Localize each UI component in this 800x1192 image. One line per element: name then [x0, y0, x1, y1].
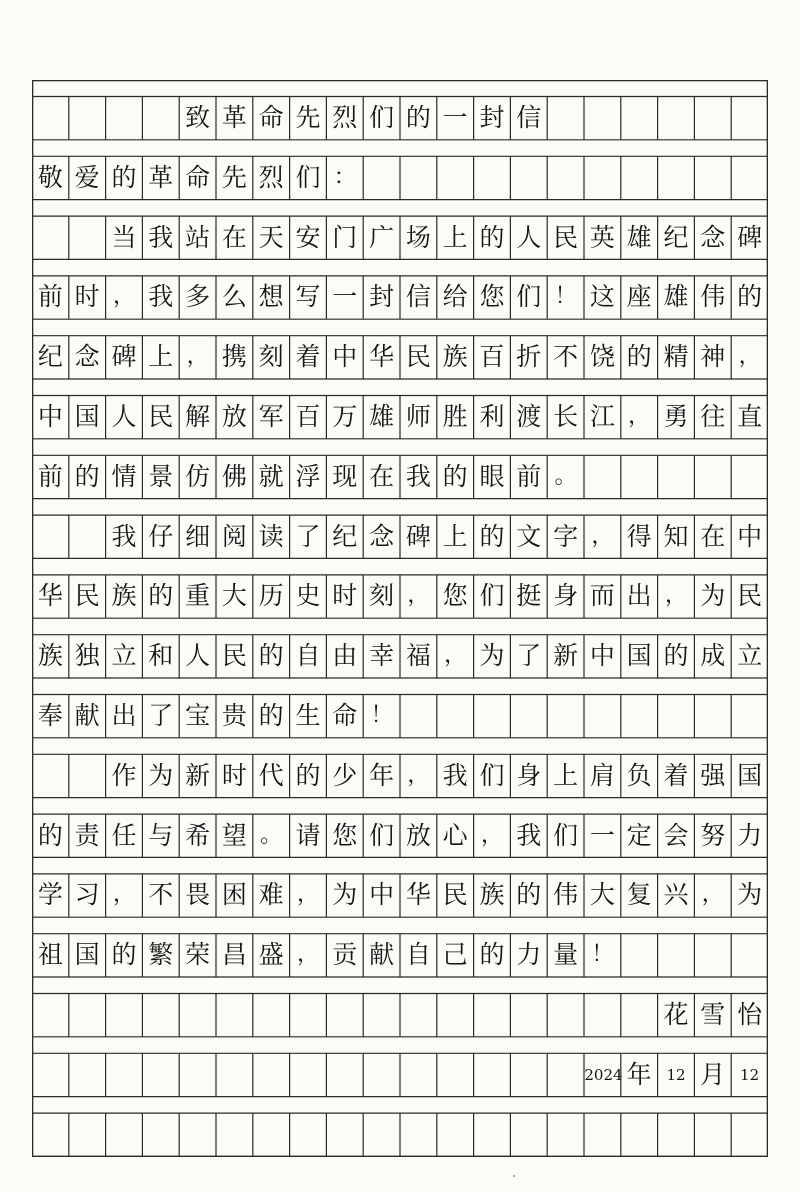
letter-char: 长: [553, 402, 579, 431]
letter-char: 为: [479, 641, 505, 671]
letter-char: 为: [332, 880, 358, 910]
letter-char: 力: [516, 940, 542, 970]
letter-char: 知: [663, 521, 689, 551]
letter-char: 请: [295, 820, 321, 850]
letter-char: 纪: [332, 521, 358, 551]
letter-char: 挺: [516, 581, 542, 611]
letter-char: 的: [479, 521, 505, 551]
letter-char: 封: [479, 103, 505, 132]
letter-char: 的: [479, 940, 505, 970]
letter-char: 由: [332, 641, 358, 671]
letter-char: 放: [221, 402, 247, 431]
letter-char: 当: [111, 222, 137, 252]
letter-char: 天: [258, 222, 284, 252]
letter-char: 致: [185, 103, 211, 132]
letter-char: 中: [332, 342, 358, 372]
letter-char: 国: [74, 402, 100, 431]
letter-char: 国: [626, 641, 652, 671]
letter-char: 的: [442, 461, 468, 491]
letter-char: 贵: [221, 701, 247, 730]
letter-char: 国: [737, 760, 763, 790]
letter-char: 万: [332, 402, 358, 431]
letter-char: 为: [148, 760, 174, 790]
letter-char: 安: [295, 222, 321, 252]
letter-char: 烈: [332, 103, 358, 132]
letter-char: 肩: [589, 760, 615, 790]
letter-char: 不: [553, 342, 579, 372]
letter-char: 重: [185, 581, 211, 611]
letter-char: 幸: [369, 641, 395, 671]
letter-char: 们: [369, 820, 395, 850]
letter-char: 民: [221, 641, 247, 671]
letter-char: 景: [148, 461, 174, 491]
letter-char: 利: [479, 402, 505, 431]
letter-char: 献: [369, 940, 395, 970]
letter-char: 荣: [185, 940, 211, 970]
letter-char: 师: [405, 402, 431, 431]
letter-char: 我: [148, 282, 174, 312]
letter-char: 命: [258, 103, 284, 132]
letter-char: 仿: [185, 461, 211, 491]
letter-char: 纪: [37, 342, 63, 372]
letter-char: 责: [74, 820, 100, 850]
letter-char: 希: [185, 820, 211, 850]
letter-char: 为: [700, 581, 726, 611]
letter-char: 座: [626, 282, 652, 312]
letter-char: 己: [442, 940, 468, 970]
letter-char: 我: [148, 222, 174, 252]
letter-char: 复: [626, 880, 652, 910]
letter-char: 伟: [700, 282, 726, 312]
letter-char: 着: [663, 760, 689, 790]
letter-char: 的: [111, 940, 137, 970]
letter-char: 我: [111, 521, 137, 551]
letter-char: 们: [516, 282, 542, 312]
letter-char: ，: [664, 583, 687, 609]
letter-char: 您: [479, 282, 505, 312]
letter-char: 么: [221, 282, 247, 312]
letter-char: 努: [700, 820, 726, 850]
letter-char: 仔: [148, 521, 174, 551]
letter-char: 场: [405, 222, 431, 252]
letter-char: 定: [626, 820, 652, 850]
letter-char: 现: [332, 461, 358, 491]
letter-char: 12: [666, 1065, 686, 1084]
letter-char: 人: [185, 641, 211, 671]
letter-char: 强: [700, 760, 726, 790]
letter-char: 胜: [442, 402, 468, 431]
letter-char: 一: [332, 282, 358, 312]
letter-char: ，: [186, 344, 209, 370]
letter-char: 在: [221, 222, 247, 252]
letter-char: 军: [258, 402, 284, 431]
letter-char: 的: [516, 880, 542, 910]
letter-char: 族: [37, 641, 63, 671]
letter-char: 了: [516, 641, 542, 671]
letter-char: 字: [553, 521, 579, 551]
letter-char: 前: [37, 461, 63, 491]
letter-char: 信: [516, 103, 542, 132]
letter-char: 贡: [332, 940, 358, 970]
letter-char: ！: [554, 284, 577, 310]
letter-char: 的: [295, 760, 321, 790]
letter-char: 宝: [185, 701, 211, 730]
letter-char: ，: [480, 822, 503, 848]
letter-char: ！: [591, 942, 614, 968]
letter-char: 独: [74, 641, 100, 671]
letter-char: 英: [589, 222, 615, 252]
letter-char: 多: [185, 282, 211, 312]
letter-char: 民: [737, 581, 763, 611]
letter-char: 盛: [258, 940, 284, 970]
letter-char: 先: [221, 162, 247, 192]
letter-char: 革: [221, 103, 247, 132]
letter-char: 广: [369, 222, 395, 252]
letter-char: 雄: [626, 222, 652, 252]
letter-char: 。: [260, 822, 283, 848]
letter-char: 站: [185, 222, 211, 252]
letter-char: 立: [737, 641, 763, 671]
letter-char: ！: [370, 703, 393, 728]
letter-char: 精: [663, 342, 689, 372]
letter-char: 民: [148, 402, 174, 431]
letter-char: 折: [516, 342, 542, 372]
letter-char: 一: [442, 103, 468, 132]
letter-char: 读: [258, 521, 284, 551]
letter-char: 先: [295, 103, 321, 132]
letter-char: 携: [221, 342, 247, 372]
letter-char: 自: [405, 940, 431, 970]
letter-char: 代: [258, 760, 284, 790]
letter-char: 门: [332, 222, 358, 252]
letter-char: 祖: [37, 940, 63, 970]
letter-char: 国: [74, 940, 100, 970]
letter-char: 少: [332, 760, 358, 790]
letter-char: 了: [295, 521, 321, 551]
letter-char: 不: [148, 880, 174, 910]
letter-char: 上: [553, 760, 579, 790]
letter-char: 与: [148, 820, 174, 850]
letter-char: 花: [663, 1000, 689, 1029]
letter-char: 和: [148, 641, 174, 671]
letter-char: 往: [700, 402, 726, 431]
letter-char: 福: [405, 641, 431, 671]
letter-char: 学: [37, 880, 63, 910]
letter-char: 历: [258, 581, 284, 611]
letter-char: 会: [663, 820, 689, 850]
letter-char: 的: [148, 581, 174, 611]
letter-char: 您: [442, 581, 468, 611]
letter-char: 量: [553, 940, 579, 970]
letter-char: 出: [111, 701, 137, 730]
letter-char: 人: [111, 402, 137, 431]
letter-char: 我: [516, 820, 542, 850]
letter-char: 刻: [258, 342, 284, 372]
letter-char: 出: [626, 581, 652, 611]
letter-char: 负: [626, 760, 652, 790]
letter-char: 中: [737, 521, 763, 551]
letter-char: 的: [405, 103, 431, 132]
letter-char: 雄: [369, 402, 395, 431]
letter-char: 们: [369, 103, 395, 132]
letter-char: 碑: [737, 222, 763, 252]
letter-char: 族: [111, 581, 137, 611]
letter-char: 伟: [553, 880, 579, 910]
letter-char: ，: [701, 882, 724, 908]
letter-char: 情: [111, 461, 137, 491]
letter-char: 想: [258, 282, 284, 312]
letter-char: 奉: [37, 701, 63, 730]
letter-char: 难: [258, 880, 284, 910]
letter-char: 细: [185, 521, 211, 551]
letter-char: 人: [516, 222, 542, 252]
grid-paper: [32, 80, 768, 1157]
letter-char: 一: [589, 820, 615, 850]
letter-char: 时: [332, 581, 358, 611]
letter-char: 们: [479, 581, 505, 611]
letter-char: 文: [516, 521, 542, 551]
letter-char: 作: [111, 760, 137, 790]
letter-char: 命: [185, 162, 211, 192]
paper-speck: [513, 1175, 515, 1177]
letter-char: 纪: [663, 222, 689, 252]
letter-char: 民: [553, 222, 579, 252]
letter-char: 困: [221, 880, 247, 910]
letter-char: 写: [295, 282, 321, 312]
letter-char: 信: [405, 282, 431, 312]
letter-char: 百: [295, 402, 321, 431]
letter-char: 繁: [148, 940, 174, 970]
letter-char: 心: [442, 820, 468, 850]
letter-char: 革: [148, 162, 174, 192]
letter-char: 的: [663, 641, 689, 671]
letter-char: 上: [442, 222, 468, 252]
letter-char: 身: [516, 760, 542, 790]
letter-char: 年: [626, 1059, 652, 1089]
letter-char: 的: [37, 820, 63, 850]
letter-char: 给: [442, 282, 468, 312]
letter-char: 身: [553, 581, 579, 611]
letter-char: 成: [700, 641, 726, 671]
letter-char: 中: [369, 880, 395, 910]
letter-char: 华: [405, 880, 431, 910]
letter-char: 碑: [405, 521, 431, 551]
letter-char: ，: [738, 344, 761, 370]
letter-char: 前: [516, 461, 542, 491]
letter-char: 华: [37, 581, 63, 611]
letter-char: 年: [369, 760, 395, 790]
letter-char: 佛: [221, 461, 247, 491]
letter-char: 江: [589, 402, 615, 431]
letter-char: 了: [148, 701, 174, 730]
letter-char: 大: [221, 581, 247, 611]
letter-char: 浮: [295, 461, 321, 491]
letter-char: 自: [295, 641, 321, 671]
letter-char: 任: [111, 820, 137, 850]
letter-char: 们: [479, 760, 505, 790]
letter-char: 勇: [663, 402, 689, 431]
letter-char: 神: [700, 342, 726, 372]
letter-char: 兴: [663, 880, 689, 910]
letter-char: 渡: [516, 402, 542, 431]
letter-char: ，: [296, 882, 319, 908]
letter-char: 放: [405, 820, 431, 850]
letter-char: 饶: [589, 342, 615, 372]
letter-char: 们: [295, 162, 321, 192]
letter-char: 百: [479, 342, 505, 372]
letter-char: 阅: [221, 521, 247, 551]
letter-char: 新: [553, 641, 579, 671]
letter-char: ：: [333, 164, 356, 190]
letter-char: 念: [74, 342, 100, 372]
letter-char: 立: [111, 641, 137, 671]
letter-char: 的: [258, 701, 284, 730]
letter-char: 在: [700, 521, 726, 551]
letter-char: 怡: [737, 1000, 763, 1029]
letter-char: 大: [589, 880, 615, 910]
letter-char: ，: [407, 583, 430, 609]
letter-char: ，: [444, 643, 467, 669]
letter-char: 雄: [663, 282, 689, 312]
letter-char: 民: [442, 880, 468, 910]
letter-char: 的: [737, 282, 763, 312]
letter-char: 习: [74, 880, 100, 910]
letter-char: 华: [369, 342, 395, 372]
letter-char: 们: [553, 820, 579, 850]
letter-char: 的: [479, 222, 505, 252]
letter-char: 念: [369, 521, 395, 551]
letter-char: 的: [74, 461, 100, 491]
letter-char: 在: [369, 461, 395, 491]
letter-char: 雪: [700, 1000, 726, 1029]
letter-char: 念: [700, 222, 726, 252]
letter-char: 昌: [221, 940, 247, 970]
letter-char: 就: [258, 461, 284, 491]
letter-char: 力: [737, 820, 763, 850]
letter-char: ，: [628, 404, 651, 429]
letter-char: 畏: [185, 880, 211, 910]
letter-char: 史: [295, 581, 321, 611]
letter-char: 我: [405, 461, 431, 491]
letter-char: 您: [332, 820, 358, 850]
letter-char: 爱: [74, 162, 100, 192]
letter-char: 直: [737, 402, 763, 431]
letter-char: 敬: [37, 162, 63, 192]
letter-char: 解: [185, 402, 211, 431]
letter-char: 而: [589, 581, 615, 611]
letter-char: ，: [407, 762, 430, 788]
letter-char: 民: [405, 342, 431, 372]
letter-char: 上: [442, 521, 468, 551]
letter-char: 着: [295, 342, 321, 372]
letter-char: 生: [295, 701, 321, 730]
letter-char: 碑: [111, 342, 137, 372]
letter-char: 族: [479, 880, 505, 910]
letter-char: 中: [37, 402, 63, 431]
letter-char: ，: [296, 942, 319, 968]
letter-char: 12: [740, 1065, 760, 1084]
letter-char: 望: [221, 820, 247, 850]
letter-char: 命: [332, 701, 358, 730]
letter-char: ，: [591, 523, 614, 549]
letter-char: 上: [148, 342, 174, 372]
letter-char: 刻: [369, 581, 395, 611]
letter-char: 新: [185, 760, 211, 790]
letter-char: 烈: [258, 162, 284, 192]
letter-char: ，: [112, 882, 135, 908]
letter-char: 封: [369, 282, 395, 312]
letter-char: 中: [589, 641, 615, 671]
letter-char: 2024: [584, 1065, 623, 1084]
letter-char: 时: [74, 282, 100, 312]
letter-char: ，: [112, 284, 135, 310]
letter-char: 献: [74, 701, 100, 730]
letter-char: 的: [111, 162, 137, 192]
letter-char: 前: [37, 282, 63, 312]
letter-char: 民: [74, 581, 100, 611]
letter-char: 月: [700, 1059, 726, 1089]
letter-char: 的: [258, 641, 284, 671]
letter-char: 。: [554, 463, 577, 489]
letter-char: 得: [626, 521, 652, 551]
letter-char: 眼: [479, 461, 505, 491]
letter-char: 的: [626, 342, 652, 372]
letter-char: 为: [737, 880, 763, 910]
letter-char: 这: [589, 282, 615, 312]
letter-char: 族: [442, 342, 468, 372]
letter-char: 我: [442, 760, 468, 790]
letter-char: 时: [221, 760, 247, 790]
